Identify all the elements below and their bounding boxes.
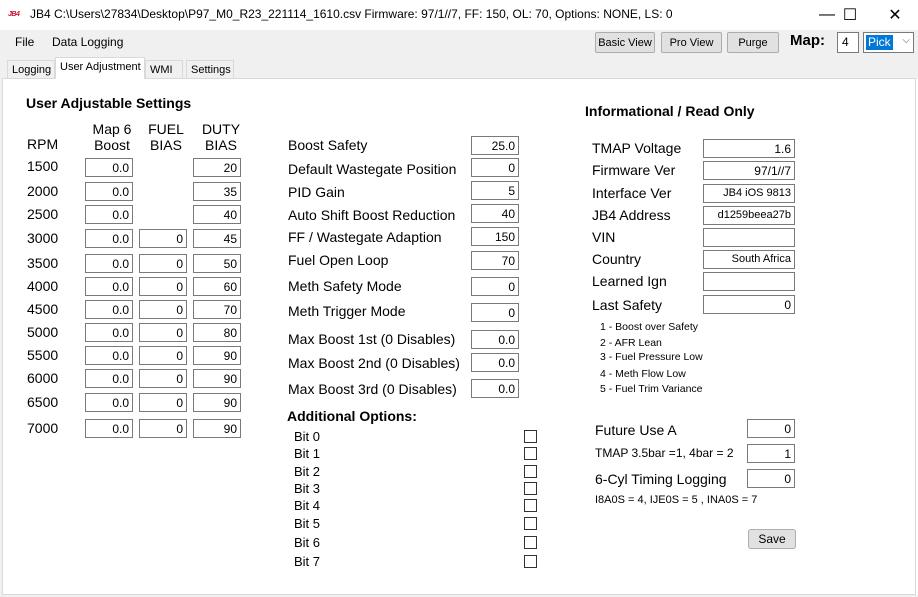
max-boost-1st-input[interactable]: 0.0 bbox=[471, 330, 519, 349]
bit-label: Bit 1 bbox=[294, 446, 321, 461]
tmap-voltage-field: 1.6 bbox=[703, 139, 795, 158]
ff-wastegate-input[interactable]: 150 bbox=[471, 227, 519, 246]
last-safety-field: 0 bbox=[703, 295, 795, 314]
timing-logging-input[interactable]: 0 bbox=[747, 469, 795, 488]
save-button[interactable]: Save bbox=[748, 529, 796, 549]
duty-input-7000[interactable]: 90 bbox=[193, 419, 241, 438]
pick-dropdown[interactable] bbox=[863, 32, 914, 53]
fuel-bias-header bbox=[144, 121, 188, 153]
rpm-label: 3500 bbox=[27, 255, 59, 271]
duty-input-3000[interactable]: 45 bbox=[193, 229, 241, 248]
duty-input-3500[interactable]: 50 bbox=[193, 254, 241, 273]
duty-input-2000[interactable]: 35 bbox=[193, 182, 241, 201]
param-label-default-wastegate: Default Wastegate Position bbox=[288, 161, 457, 177]
user-settings-title: User Adjustable Settings bbox=[26, 95, 192, 111]
duty-input-4000[interactable]: 60 bbox=[193, 277, 241, 296]
boost-input-6000[interactable]: 0.0 bbox=[85, 369, 133, 388]
boost-input-6500[interactable]: 0.0 bbox=[85, 393, 133, 412]
info-label-interface-ver: Interface Ver bbox=[592, 185, 672, 201]
boost-input-3000[interactable]: 0.0 bbox=[85, 229, 133, 248]
duty-input-6000[interactable]: 90 bbox=[193, 369, 241, 388]
rpm-label: 6000 bbox=[27, 370, 59, 386]
maximize-button[interactable] bbox=[827, 0, 873, 30]
boost-input-5000[interactable]: 0.0 bbox=[85, 323, 133, 342]
country-field: South Africa bbox=[703, 250, 795, 269]
pro-view-button[interactable]: Pro View bbox=[661, 32, 722, 53]
fuel-input-4500[interactable]: 0 bbox=[139, 300, 187, 319]
tmap-setting-label: TMAP 3.5bar =1, 4bar = 2 bbox=[595, 446, 734, 460]
tab-user-adjustment[interactable]: User Adjustment bbox=[55, 57, 145, 79]
auto-shift-input[interactable]: 40 bbox=[471, 204, 519, 223]
fuel-input-5000[interactable]: 0 bbox=[139, 323, 187, 342]
boost-input-4500[interactable]: 0.0 bbox=[85, 300, 133, 319]
boost-input-5500[interactable]: 0.0 bbox=[85, 346, 133, 365]
bit-6-checkbox[interactable] bbox=[524, 536, 537, 549]
fuel-input-3500[interactable]: 0 bbox=[139, 254, 187, 273]
info-title: Informational / Read Only bbox=[585, 103, 755, 119]
window-title: JB4 C:\Users\27834\Desktop\P97_M0_R23_221114_1610.csv Firmware: 97/1//7, FF: 150, OL: 70, Options: NONE, LS: 0 bbox=[30, 7, 673, 21]
minimize-icon: — bbox=[819, 6, 835, 23]
param-label-ff-wastegate: FF / Wastegate Adaption bbox=[288, 229, 442, 245]
bit-3-checkbox[interactable] bbox=[524, 482, 537, 495]
rpm-label: 3000 bbox=[27, 230, 59, 246]
rpm-label: 6500 bbox=[27, 394, 59, 410]
safety-code: 5 - Fuel Trim Variance bbox=[600, 383, 703, 395]
bit-5-checkbox[interactable] bbox=[524, 517, 537, 530]
bit-label: Bit 2 bbox=[294, 464, 321, 479]
boost-header-line2: Boost bbox=[94, 137, 130, 153]
menu-data-logging[interactable]: Data Logging bbox=[52, 35, 124, 49]
info-label-firmware-ver: Firmware Ver bbox=[592, 162, 676, 178]
bit-label: Bit 3 bbox=[294, 481, 321, 496]
param-label-pid-gain: PID Gain bbox=[288, 184, 345, 200]
boost-input-7000[interactable]: 0.0 bbox=[85, 419, 133, 438]
map-label: Map: bbox=[790, 32, 825, 49]
rpm-header: RPM bbox=[27, 136, 59, 152]
param-label-max-boost-2nd: Max Boost 2nd (0 Disables) bbox=[288, 355, 460, 371]
fuel-input-3000[interactable]: 0 bbox=[139, 229, 187, 248]
rpm-label: 2500 bbox=[27, 206, 59, 222]
bit-4-checkbox[interactable] bbox=[524, 499, 537, 512]
maximize-icon: ☐ bbox=[842, 7, 858, 24]
safety-code: 1 - Boost over Safety bbox=[600, 321, 699, 333]
fuel-input-5500[interactable]: 0 bbox=[139, 346, 187, 365]
learned-ign-field bbox=[703, 272, 795, 291]
basic-view-button[interactable]: Basic View bbox=[595, 32, 655, 53]
param-label-max-boost-1st: Max Boost 1st (0 Disables) bbox=[288, 331, 456, 347]
vin-field bbox=[703, 228, 795, 247]
bit-label: Bit 5 bbox=[294, 516, 321, 531]
boost-input-2500[interactable]: 0.0 bbox=[85, 205, 133, 224]
timing-note: I8A0S = 4, IJE0S = 5 , INA0S = 7 bbox=[595, 494, 758, 506]
bit-label: Bit 6 bbox=[294, 535, 321, 550]
info-label-last-safety: Last Safety bbox=[592, 297, 663, 313]
map-number-input[interactable]: 4 bbox=[837, 32, 859, 53]
fuel-input-4000[interactable]: 0 bbox=[139, 277, 187, 296]
additional-options-title: Additional Options: bbox=[287, 408, 417, 424]
app-logo-icon: JB4 bbox=[8, 11, 20, 18]
rpm-label: 4000 bbox=[27, 278, 59, 294]
bit-7-checkbox[interactable] bbox=[524, 555, 537, 568]
boost-header bbox=[88, 121, 136, 153]
meth-trigger-input[interactable]: 0 bbox=[471, 303, 519, 322]
rpm-label: 4500 bbox=[27, 301, 59, 317]
boost-header-line1: Map 6 bbox=[92, 121, 132, 137]
duty-header-line2: BIAS bbox=[205, 137, 237, 153]
info-label-jb4-address: JB4 Address bbox=[592, 207, 671, 223]
menu-file[interactable]: File bbox=[15, 35, 35, 49]
default-wastegate-input[interactable]: 0 bbox=[471, 158, 519, 177]
boost-safety-input[interactable]: 25.0 bbox=[471, 136, 519, 155]
duty-input-1500[interactable]: 20 bbox=[193, 158, 241, 177]
tab-settings[interactable]: Settings bbox=[186, 60, 234, 79]
tab-logging[interactable]: Logging bbox=[7, 60, 55, 79]
boost-input-3500[interactable]: 0.0 bbox=[85, 254, 133, 273]
pick-selected-value: Pick bbox=[868, 35, 891, 49]
param-label-meth-trigger: Meth Trigger Mode bbox=[288, 303, 406, 319]
tab-wmi[interactable]: WMI bbox=[145, 60, 183, 79]
duty-input-6500[interactable]: 90 bbox=[193, 393, 241, 412]
safety-code: 3 - Fuel Pressure Low bbox=[600, 351, 703, 363]
timing-logging-label: 6-Cyl Timing Logging bbox=[595, 471, 727, 487]
rpm-label: 2000 bbox=[27, 183, 59, 199]
param-label-auto-shift: Auto Shift Boost Reduction bbox=[288, 207, 456, 223]
param-label-boost-safety: Boost Safety bbox=[288, 137, 368, 153]
menu-bar bbox=[0, 30, 918, 57]
fuel-header-line2: BIAS bbox=[150, 137, 182, 153]
rpm-label: 7000 bbox=[27, 420, 59, 436]
jb4-address-field: d1259beea27b bbox=[703, 206, 795, 225]
info-label-learned-ign: Learned Ign bbox=[592, 273, 667, 289]
duty-input-5000[interactable]: 80 bbox=[193, 323, 241, 342]
max-boost-3rd-input[interactable]: 0.0 bbox=[471, 379, 519, 398]
boost-input-1500[interactable]: 0.0 bbox=[85, 158, 133, 177]
firmware-ver-field: 97/1//7 bbox=[703, 161, 795, 180]
param-label-fuel-open-loop: Fuel Open Loop bbox=[288, 252, 389, 268]
info-label-vin: VIN bbox=[592, 229, 616, 245]
interface-ver-field: JB4 iOS 9813 bbox=[703, 184, 795, 203]
param-label-max-boost-3rd: Max Boost 3rd (0 Disables) bbox=[288, 381, 457, 397]
duty-bias-header bbox=[198, 121, 244, 153]
pid-gain-input[interactable]: 5 bbox=[471, 181, 519, 200]
rpm-label: 5000 bbox=[27, 324, 59, 340]
bit-2-checkbox[interactable] bbox=[524, 465, 537, 478]
duty-header-line1: DUTY bbox=[201, 121, 241, 137]
info-label-country: Country bbox=[592, 251, 642, 267]
boost-input-2000[interactable]: 0.0 bbox=[85, 182, 133, 201]
fuel-input-6000[interactable]: 0 bbox=[139, 369, 187, 388]
fuel-header-line1: FUEL bbox=[148, 121, 184, 137]
title-bar bbox=[0, 0, 918, 30]
duty-input-4500[interactable]: 70 bbox=[193, 300, 241, 319]
bit-1-checkbox[interactable] bbox=[524, 447, 537, 460]
boost-input-4000[interactable]: 0.0 bbox=[85, 277, 133, 296]
fuel-open-loop-input[interactable]: 70 bbox=[471, 251, 519, 270]
fuel-input-6500[interactable]: 0 bbox=[139, 393, 187, 412]
duty-input-5500[interactable]: 90 bbox=[193, 346, 241, 365]
rpm-label: 1500 bbox=[27, 158, 59, 174]
bit-0-checkbox[interactable] bbox=[524, 430, 537, 443]
future-use-a-label: Future Use A bbox=[595, 422, 677, 438]
future-use-a-input[interactable]: 0 bbox=[747, 419, 795, 438]
meth-safety-input[interactable]: 0 bbox=[471, 277, 519, 296]
bit-label: Bit 4 bbox=[294, 498, 321, 513]
info-label-tmap-voltage: TMAP Voltage bbox=[592, 140, 682, 156]
tab-strip bbox=[0, 57, 918, 79]
chevron-down-icon: ⌵ bbox=[902, 35, 910, 46]
bit-label: Bit 0 bbox=[294, 429, 321, 444]
max-boost-2nd-input[interactable]: 0.0 bbox=[471, 353, 519, 372]
duty-input-2500[interactable]: 40 bbox=[193, 205, 241, 224]
safety-code: 2 - AFR Lean bbox=[600, 337, 662, 349]
safety-code: 4 - Meth Flow Low bbox=[600, 368, 686, 380]
bit-label: Bit 7 bbox=[294, 554, 321, 569]
close-icon: ✕ bbox=[888, 7, 902, 24]
close-button[interactable] bbox=[872, 0, 918, 30]
rpm-label: 5500 bbox=[27, 347, 59, 363]
fuel-input-7000[interactable]: 0 bbox=[139, 419, 187, 438]
param-label-meth-safety: Meth Safety Mode bbox=[288, 278, 402, 294]
purge-button[interactable]: Purge bbox=[727, 32, 779, 53]
tmap-setting-input[interactable]: 1 bbox=[747, 444, 795, 463]
